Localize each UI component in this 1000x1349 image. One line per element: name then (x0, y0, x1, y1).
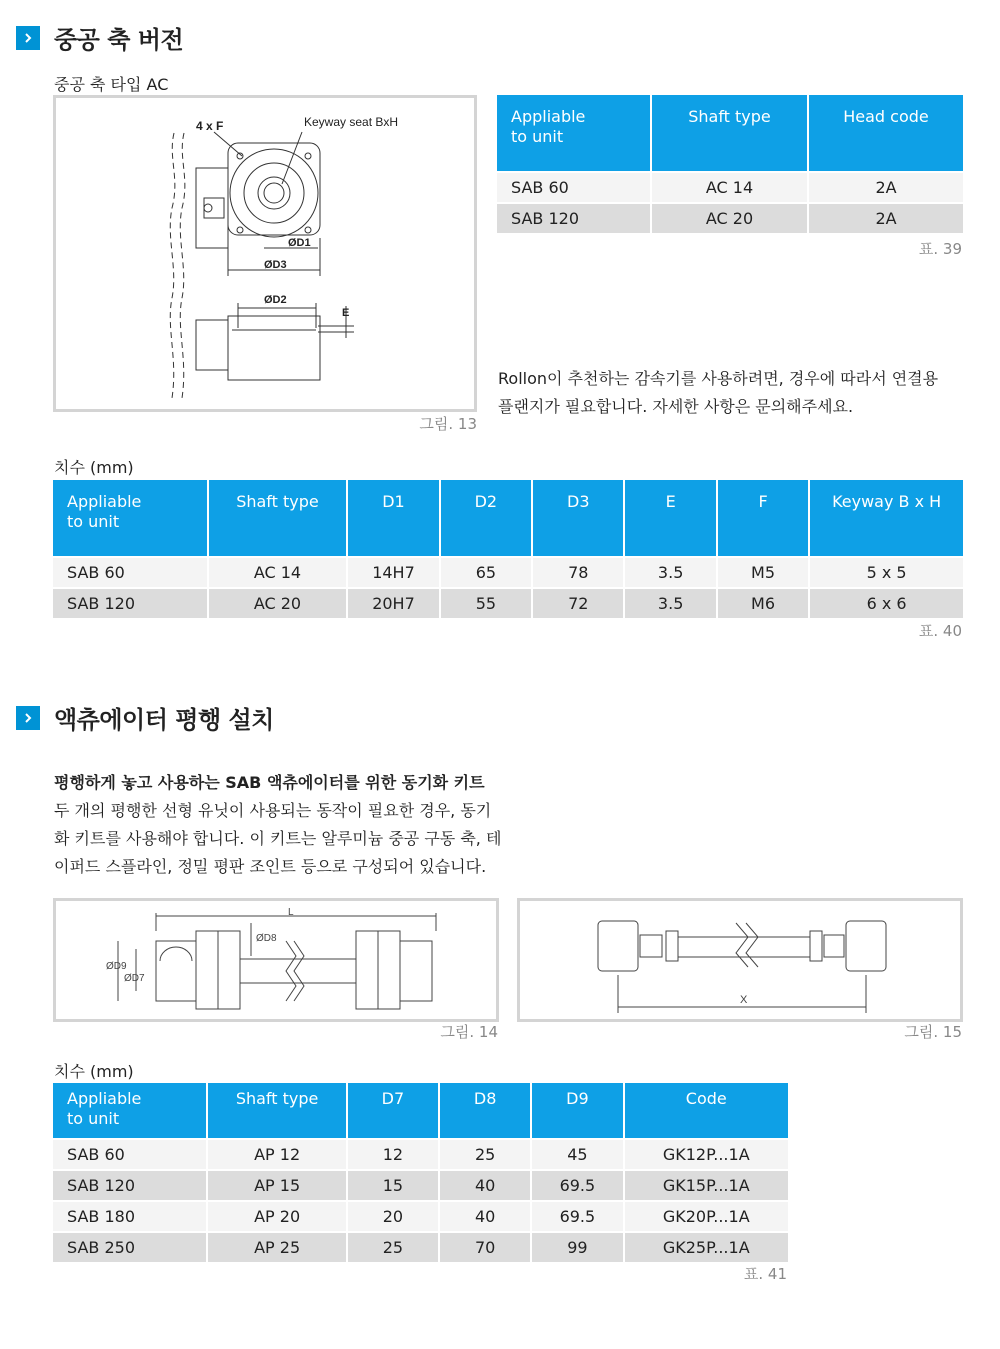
label-keyway: Keyway seat BxH (304, 115, 399, 129)
chevron-right-icon (16, 706, 40, 730)
figure-14-caption: 그림. 14 (440, 1023, 498, 1041)
table-row: SAB 180 AP 20 20 40 69.5 GK20P...1A (53, 1200, 788, 1231)
table-row: SAB 60 AC 14 2A (497, 171, 963, 202)
table-row: SAB 120 AC 20 20H7 55 72 3.5 M6 6 x 6 (53, 587, 963, 618)
table-39-caption: 표. 39 (918, 240, 962, 258)
paragraph-line: 이퍼드 스플라인, 정밀 평판 조인트 등으로 구성되어 있습니다. (54, 857, 487, 876)
col-header-shaft-type: Shaft type (652, 95, 807, 171)
sync-kit-technical-drawing (56, 901, 496, 1019)
chevron-right-icon (16, 26, 40, 50)
note-paragraph: Rollon이 추천하는 감속기를 사용하려면, 경우에 따라서 연결용 플랜지가 필요합니다. 자세한 사항은 문의해주세요. (498, 369, 939, 416)
section-header-hollow-shaft (16, 20, 183, 55)
figure-15-caption: 그림. 15 (904, 1023, 962, 1041)
col-header-d2: D2 (441, 480, 531, 556)
col-header-d3: D3 (533, 480, 623, 556)
table-row: SAB 60 AP 12 12 25 45 GK12P...1A (53, 1138, 788, 1169)
paragraph-heading: 평행하게 놓고 사용하는 SAB 액츄에이터를 위한 동기화 키트 (54, 773, 485, 792)
figure-15-parallel-units-drawing (517, 898, 963, 1022)
table-row: SAB 60 AC 14 14H7 65 78 3.5 M5 5 x 5 (53, 556, 963, 587)
table-41-sync-kit-dimensions (51, 1083, 790, 1262)
label-4xf: 4 x F (196, 119, 224, 133)
col-header-head-code: Head code (809, 95, 963, 171)
col-header-d7: D7 (348, 1083, 438, 1138)
section-title: 중공 축 버전 (54, 26, 184, 54)
col-header-code: Code (625, 1083, 789, 1138)
table-row: SAB 120 AC 20 2A (497, 202, 963, 233)
label-e: E (342, 307, 350, 319)
table-40-dimensions (51, 480, 965, 618)
label-x: X (740, 994, 748, 1006)
col-header-shaft-type: Shaft type (208, 1083, 345, 1138)
col-header-keyway: Keyway B x H (810, 480, 963, 556)
col-header-e: E (625, 480, 715, 556)
table-39-head-codes (495, 95, 965, 233)
hollow-shaft-technical-drawing (56, 98, 474, 409)
col-header-d8: D8 (440, 1083, 530, 1138)
col-header-unit: Appliable to unit (497, 95, 650, 171)
col-header-unit: Appliable to unit (53, 1083, 206, 1138)
dimensions-label: 치수 (mm) (54, 458, 134, 477)
label-d8: ØD8 (256, 933, 277, 944)
dimensions-label: 치수 (mm) (54, 1062, 134, 1081)
subsection-title: 중공 축 타입 AC (54, 75, 169, 94)
table-40-caption: 표. 40 (918, 622, 962, 640)
col-header-shaft-type: Shaft type (209, 480, 347, 556)
label-d3: ØD3 (264, 259, 287, 271)
figure-13-caption: 그림. 13 (419, 415, 477, 433)
col-header-d1: D1 (348, 480, 438, 556)
parallel-units-drawing (520, 901, 960, 1019)
label-d7: ØD7 (124, 973, 145, 984)
table-row: SAB 250 AP 25 25 70 99 GK25P...1A (53, 1231, 788, 1262)
figure-14-sync-kit-drawing (53, 898, 499, 1022)
label-d2: ØD2 (264, 294, 287, 306)
col-header-unit: Appliable to unit (53, 480, 207, 556)
sync-kit-paragraph (54, 769, 504, 881)
label-d1: ØD1 (288, 237, 311, 249)
label-l: L (288, 907, 294, 918)
table-41-caption: 표. 41 (743, 1265, 787, 1283)
section-title: 액츄에이터 평행 설치 (54, 706, 274, 734)
label-d9: ØD9 (106, 961, 127, 972)
col-header-d9: D9 (532, 1083, 622, 1138)
section-header-parallel-install (16, 700, 274, 735)
paragraph-line: 화 키트를 사용해야 합니다. 이 키트는 알루미늄 중공 구동 축, 테 (54, 829, 502, 848)
figure-13-hollow-shaft-drawing (53, 95, 477, 412)
paragraph-line: 두 개의 평행한 선형 유닛이 사용되는 동작이 필요한 경우, 동기 (54, 801, 492, 820)
col-header-f: F (718, 480, 808, 556)
table-row: SAB 120 AP 15 15 40 69.5 GK15P...1A (53, 1169, 788, 1200)
